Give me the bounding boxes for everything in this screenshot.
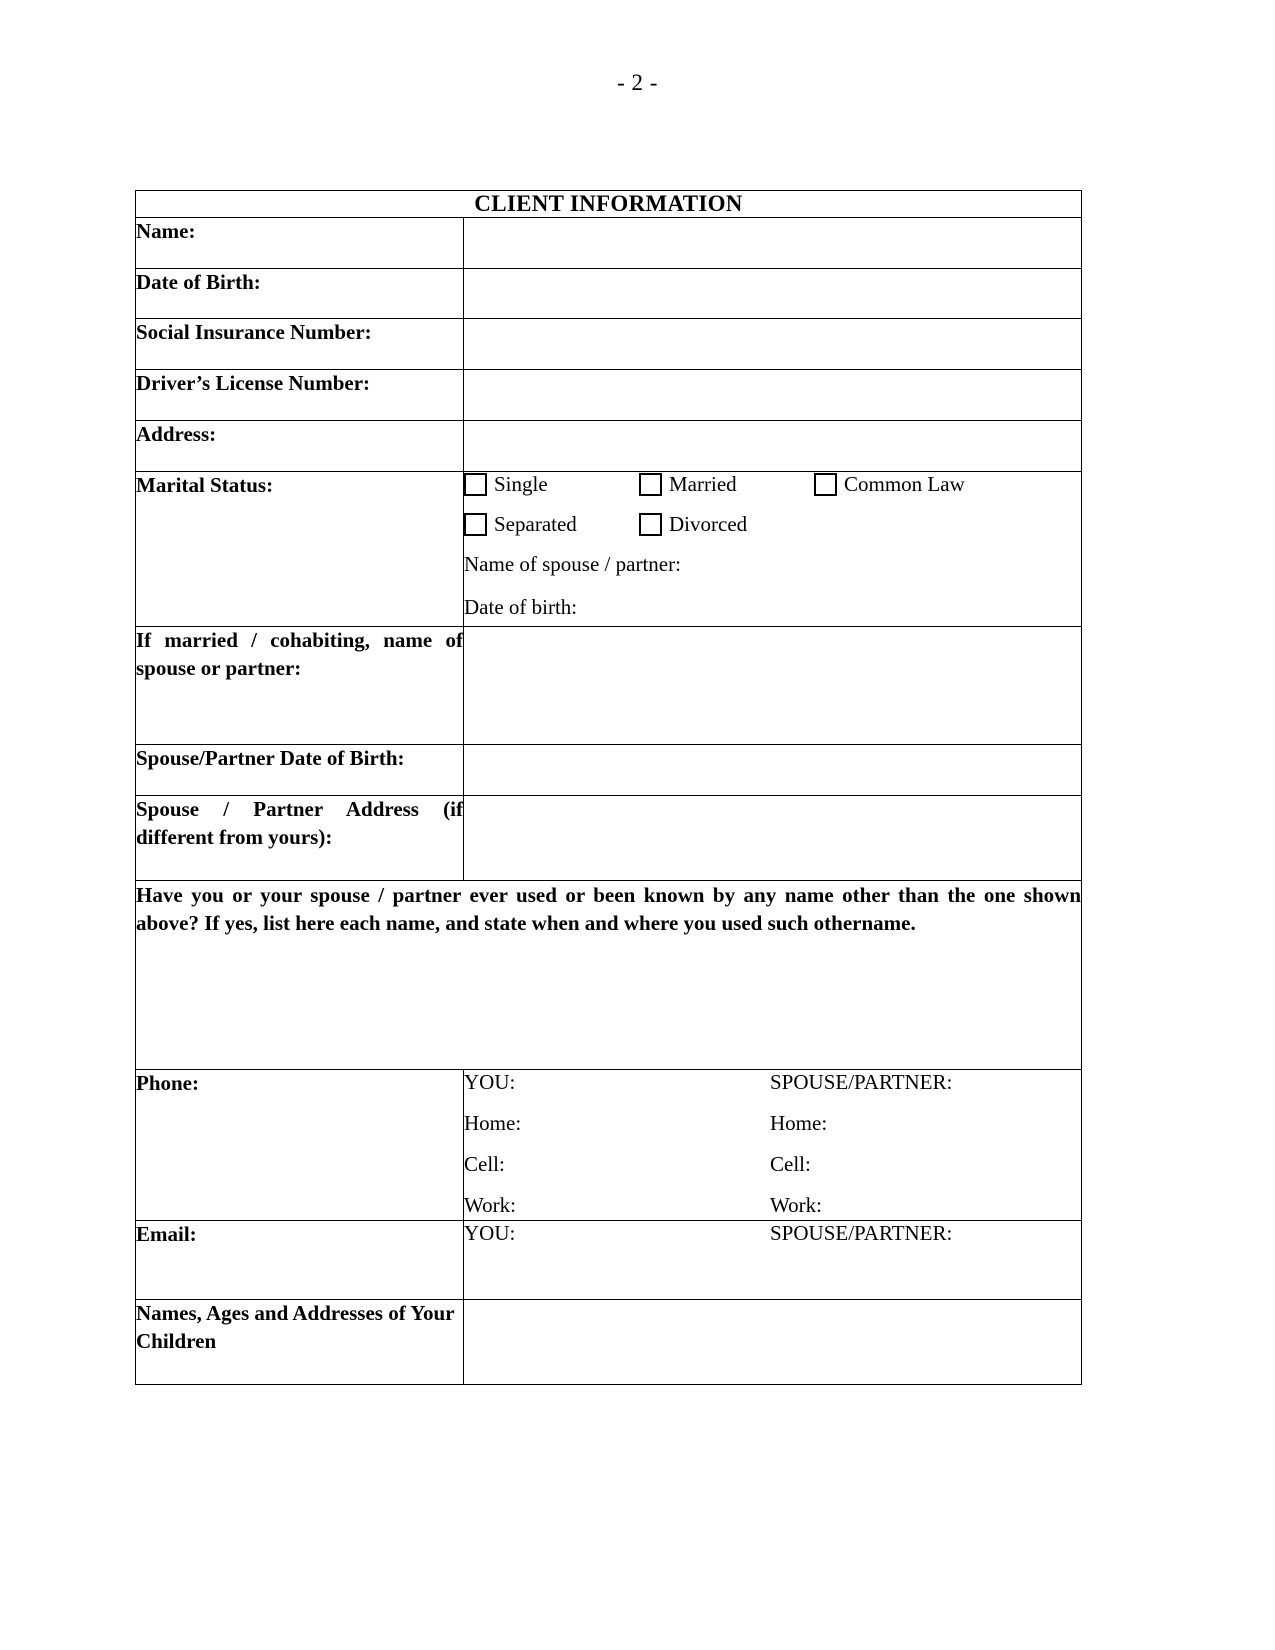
label-cell-address xyxy=(136,420,464,471)
field-label-drivers-license-number: Driver’s License Number: xyxy=(136,371,371,396)
page-number: - 2 - xyxy=(617,70,658,95)
field-label-spouse-date-of-birth: Spouse/Partner Date of Birth: xyxy=(136,746,405,771)
field-label-email: Email: xyxy=(136,1222,197,1247)
label-cell-date-of-birth xyxy=(136,268,464,319)
value-cell-spouse-name-if-married[interactable] xyxy=(464,626,1082,745)
phone-spouse-home[interactable]: Home: xyxy=(770,1111,828,1136)
table-row-name xyxy=(136,218,1082,269)
checkbox-option-common-law[interactable] xyxy=(814,472,965,497)
phone-row-cell xyxy=(464,1152,1081,1193)
table-row-spouse-name-if-married xyxy=(136,626,1082,745)
field-label-spouse-address: Spouse / Partner Address (if different from yours): xyxy=(136,797,463,850)
phone-row-home xyxy=(464,1111,1081,1152)
checkbox-icon[interactable] xyxy=(814,473,837,496)
label-cell-email xyxy=(136,1221,464,1300)
table-row-marital-status xyxy=(136,471,1082,626)
checkbox-option-single[interactable] xyxy=(464,472,639,497)
value-cell-drivers-license-number[interactable] xyxy=(464,370,1082,421)
table-row-title xyxy=(136,191,1082,218)
spouse-date-of-birth-input[interactable] xyxy=(464,745,1081,773)
email-heading-row xyxy=(464,1221,1081,1262)
field-label-phone: Phone: xyxy=(136,1071,199,1096)
field-label-children: Names, Ages and Addresses of Your Children xyxy=(136,1301,455,1353)
phone-spouse-heading: SPOUSE/PARTNER: xyxy=(770,1070,953,1095)
label-cell-spouse-name-if-married xyxy=(136,626,464,745)
field-label-address: Address: xyxy=(136,421,217,446)
spouse-dob-prompt[interactable]: Date of birth: xyxy=(464,594,578,619)
drivers-license-number-input[interactable] xyxy=(464,370,1081,398)
value-cell-email xyxy=(464,1221,1082,1300)
value-cell-spouse-date-of-birth[interactable] xyxy=(464,745,1082,796)
table-row-address xyxy=(136,420,1082,471)
label-cell-spouse-address xyxy=(136,796,464,881)
table-row-social-insurance-number xyxy=(136,319,1082,370)
field-label-spouse-name-if-married: If married / cohabiting, name of spouse or partner: xyxy=(136,627,463,680)
value-cell-name[interactable] xyxy=(464,218,1082,269)
value-cell-phone xyxy=(464,1070,1082,1221)
phone-spouse-work[interactable]: Work: xyxy=(770,1193,822,1218)
checkbox-label-married: Married xyxy=(669,471,737,496)
value-cell-address[interactable] xyxy=(464,420,1082,471)
name-input[interactable] xyxy=(464,218,1081,246)
phone-you-cell[interactable]: Cell: xyxy=(464,1152,505,1177)
value-cell-social-insurance-number[interactable] xyxy=(464,319,1082,370)
checkbox-option-divorced[interactable] xyxy=(639,512,814,537)
label-cell-marital-status xyxy=(136,471,464,626)
date-of-birth-input[interactable] xyxy=(464,269,1081,297)
table-row-children xyxy=(136,1300,1082,1384)
table-row-spouse-address xyxy=(136,796,1082,881)
phone-heading-row xyxy=(464,1070,1081,1111)
label-cell-drivers-license-number xyxy=(136,370,464,421)
email-spouse-heading[interactable]: SPOUSE/PARTNER: xyxy=(770,1221,953,1246)
phone-row-work xyxy=(464,1193,1081,1220)
children-input[interactable] xyxy=(464,1300,1081,1328)
value-cell-marital-status xyxy=(464,471,1082,626)
email-you-heading[interactable]: YOU: xyxy=(464,1221,516,1246)
other-names-answer-input[interactable] xyxy=(136,1042,1081,1070)
label-cell-name xyxy=(136,218,464,269)
value-cell-children[interactable] xyxy=(464,1300,1082,1384)
table-row-phone xyxy=(136,1070,1082,1221)
checkbox-label-common-law: Common Law xyxy=(844,471,965,496)
client-information-table xyxy=(135,190,1082,1385)
checkbox-option-separated[interactable] xyxy=(464,512,639,537)
phone-spouse-cell[interactable]: Cell: xyxy=(770,1152,811,1177)
checkbox-icon[interactable] xyxy=(639,473,662,496)
checkbox-icon[interactable] xyxy=(464,513,487,536)
spouse-name-if-married-input[interactable] xyxy=(464,627,1081,655)
checkbox-label-single: Single xyxy=(494,471,548,496)
table-title: CLIENT INFORMATION xyxy=(136,191,1082,218)
phone-you-home[interactable]: Home: xyxy=(464,1111,522,1136)
spouse-address-input[interactable] xyxy=(464,796,1081,824)
label-cell-social-insurance-number xyxy=(136,319,464,370)
label-cell-spouse-date-of-birth xyxy=(136,745,464,796)
value-cell-date-of-birth[interactable] xyxy=(464,268,1082,319)
checkbox-label-separated: Separated xyxy=(494,511,577,536)
table-row-date-of-birth xyxy=(136,268,1082,319)
spouse-name-prompt[interactable]: Name of spouse / partner: xyxy=(464,551,681,576)
label-cell-phone xyxy=(136,1070,464,1221)
table-row-email xyxy=(136,1221,1082,1300)
value-cell-spouse-address[interactable] xyxy=(464,796,1082,881)
other-names-question-cell[interactable] xyxy=(136,881,1082,1070)
checkbox-option-married[interactable] xyxy=(639,472,814,497)
phone-you-heading: YOU: xyxy=(464,1070,516,1095)
table-row-other-names-question xyxy=(136,881,1082,1070)
table-row-spouse-date-of-birth xyxy=(136,745,1082,796)
phone-you-work[interactable]: Work: xyxy=(464,1193,516,1218)
address-input[interactable] xyxy=(464,421,1081,449)
social-insurance-number-input[interactable] xyxy=(464,319,1081,347)
checkbox-label-divorced: Divorced xyxy=(669,511,748,536)
checkbox-icon[interactable] xyxy=(639,513,662,536)
marital-status-row-2 xyxy=(464,512,1081,537)
table-row-drivers-license-number xyxy=(136,370,1082,421)
other-names-question-text: Have you or your spouse / partner ever used or been known by any name other than the one shown above? If yes, list here each name, and state when and where you used such othername. xyxy=(136,883,1082,936)
field-label-date-of-birth: Date of Birth: xyxy=(136,269,261,294)
field-label-name: Name: xyxy=(136,219,196,243)
field-label-social-insurance-number: Social Insurance Number: xyxy=(136,320,372,345)
checkbox-icon[interactable] xyxy=(464,473,487,496)
marital-status-row-1 xyxy=(464,472,1081,497)
label-cell-children xyxy=(136,1300,464,1384)
field-label-marital-status: Marital Status: xyxy=(136,472,274,497)
